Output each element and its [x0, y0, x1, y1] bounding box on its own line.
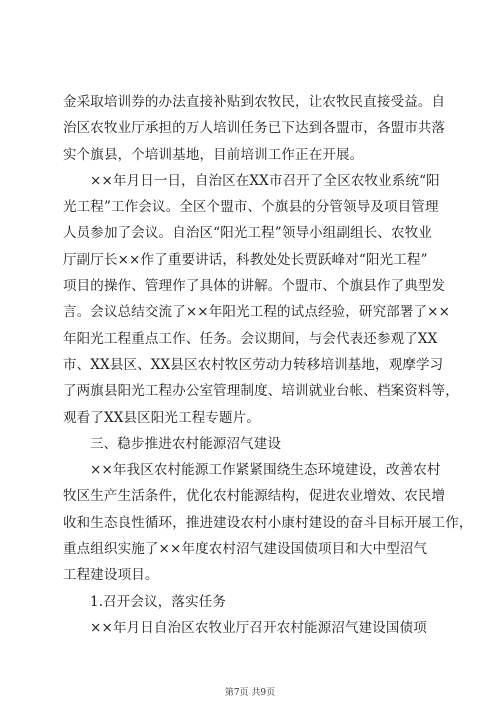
text-line: 光工程”工作会议。全区个盟市、个旗县的分管领导及项目管理 [63, 199, 439, 216]
text-line: 厅副厅长××作了重要讲话，科教处处长贾跃峰对“阳光工程” [63, 251, 428, 268]
text-line: 金采取培训券的办法直接补贴到农牧民，让农牧民直接受益。自 [63, 94, 446, 110]
paragraph-start-line: ××年我区农村能源工作紧紧围绕生态环境建设，改善农村 [90, 462, 441, 479]
text-line: 年阳光工程重点工作、任务。会议期间，与会代表还参观了XX [63, 330, 438, 347]
text-line: 治区农牧业厅承担的万人培训任务已下达到各盟市，各盟市共落 [63, 120, 446, 137]
text-line: 实个旗县，个培训基地，目前培训工作正在开展。 [63, 146, 364, 163]
paragraph-start-line: ××年月日一日，自治区在XX市召开了全区农牧业系统“阳 [90, 172, 440, 189]
text-line: 项目的操作、管理作了具体的讲解。个盟市、个旗县作了典型发 [63, 278, 446, 295]
text-line: 重点组织实施了××年度农村沼气建设国债项目和大中型沼气 [63, 541, 428, 558]
section-heading: 三、稳步推进农村能源沼气建设 [90, 435, 282, 452]
text-line: 观看了XX县区阳光工程专题片。 [63, 409, 260, 426]
text-line: 牧区生产生活条件，优化农村能源结构，促进农业增效、农民增 [63, 488, 446, 505]
text-line: 收和生态良性循环，推进建设农村小康村建设的奋斗目标开展工作， [63, 514, 473, 531]
text-line: 言。会议总结交流了××年阳光工程的试点经验，研究部署了×× [63, 304, 451, 321]
paragraph-start-line: ××年月日自治区农牧业厅召开农村能源沼气建设国债项 [90, 619, 427, 636]
text-line: 工程建设项目。 [63, 567, 159, 584]
page-number-footer: 第7页 共9页 [224, 688, 276, 698]
text-line: 人员参加了会议。自治区“阳光工程”领导小组副组长、农牧业 [63, 225, 433, 242]
document-body [63, 89, 473, 641]
subsection-heading: 1.召开会议，落实任务 [90, 593, 227, 610]
text-line: 市、XX县区、XX县区农村牧区劳动力转移培训基地，观摩学习 [63, 356, 444, 373]
text-line: 了两旗县阳光工程办公室管理制度、培训就业台帐、档案资料等， [63, 383, 459, 400]
